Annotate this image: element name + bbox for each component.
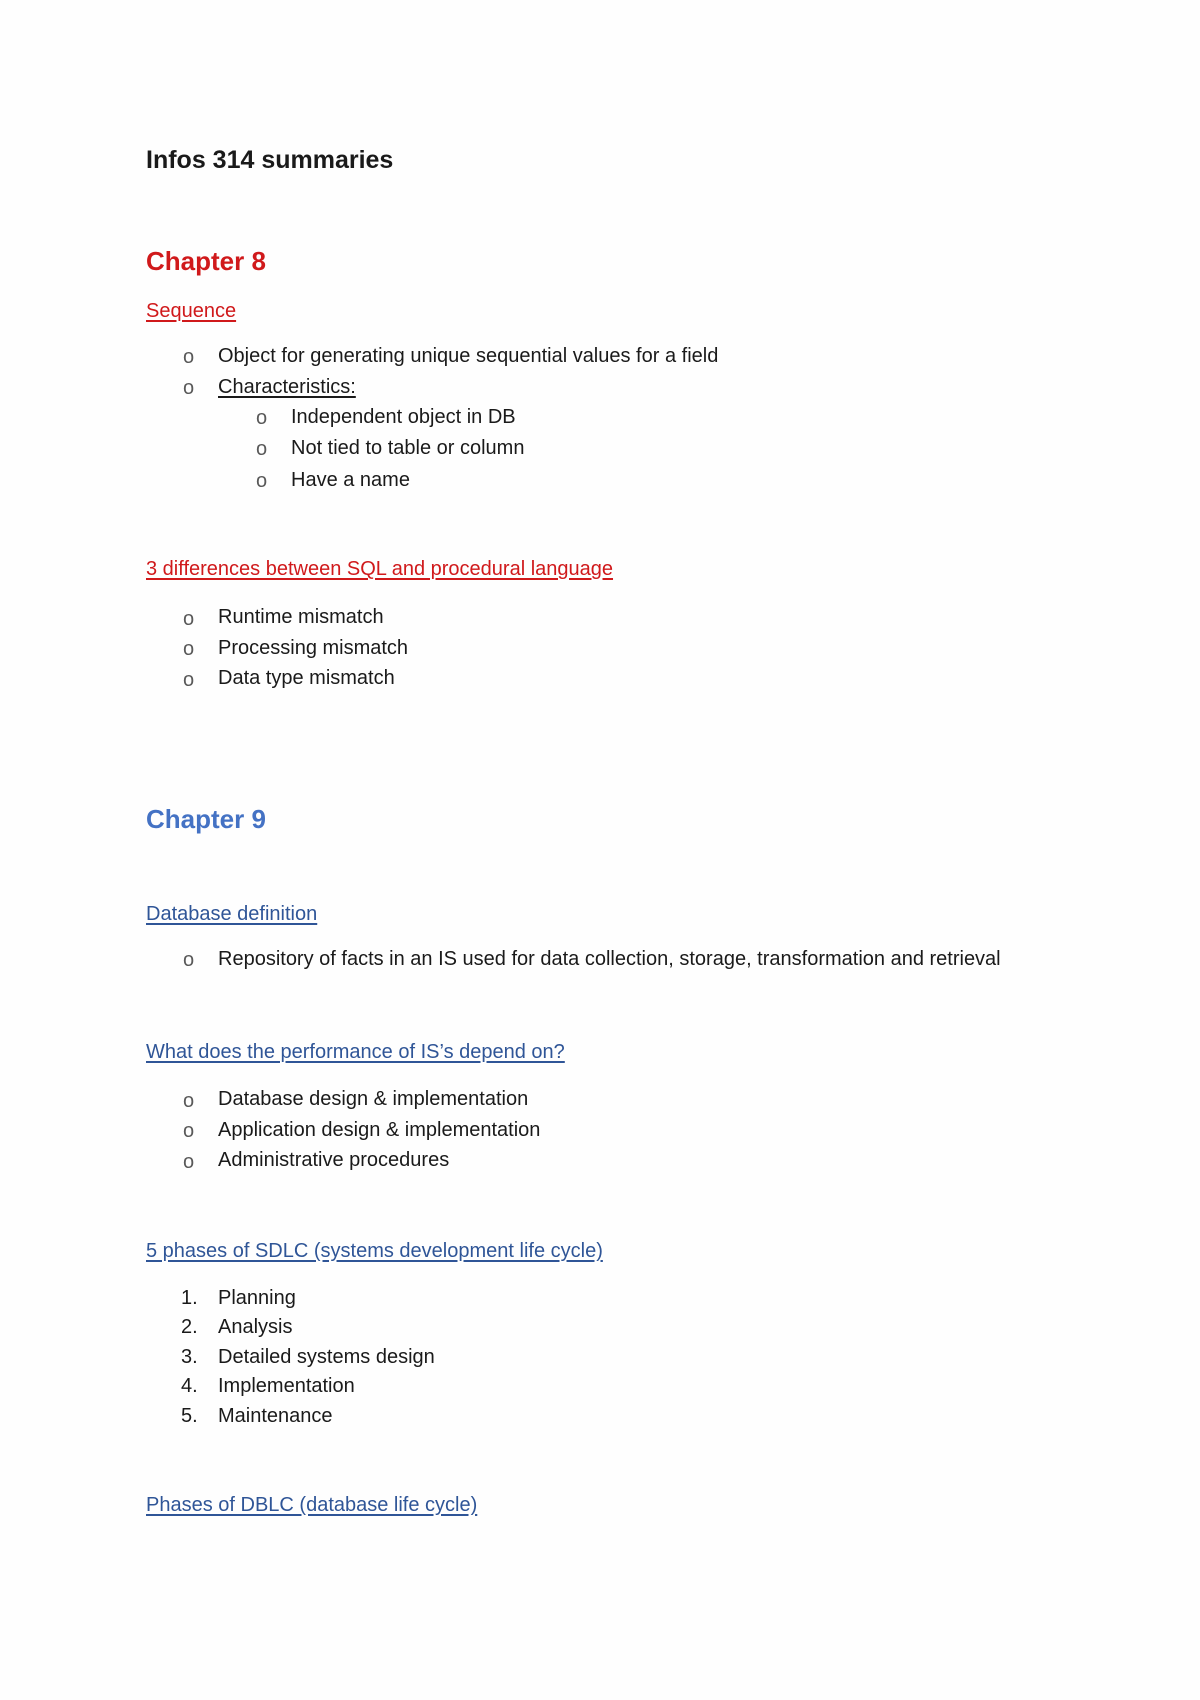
list-item: Database design & implementation (218, 1088, 529, 1110)
list-item: Data type mismatch (218, 667, 395, 689)
list-number: 1. (181, 1287, 198, 1309)
list-item: Repository of facts in an IS used for data collection, storage, transformation and retrieval (218, 948, 1001, 970)
list-item: Analysis (218, 1316, 293, 1338)
dblc-heading: Phases of DBLC (database life cycle) (146, 1494, 478, 1516)
sequence-heading: Sequence (146, 300, 237, 322)
list-sub-item: Independent object in DB (291, 406, 516, 428)
document-title: Infos 314 summaries (146, 146, 394, 174)
bullet-marker: o (183, 346, 195, 368)
bullet-marker: o (183, 1151, 195, 1173)
list-item: Runtime mismatch (218, 606, 384, 628)
performance-heading: What does the performance of IS’s depend on? (146, 1041, 565, 1063)
bullet-marker: o (256, 407, 268, 429)
bullet-marker: o (256, 470, 268, 492)
list-item: Application design & implementation (218, 1119, 541, 1141)
bullet-marker: o (183, 949, 195, 971)
differences-heading: 3 differences between SQL and procedural language (146, 558, 614, 580)
list-item: Characteristics: (218, 376, 356, 398)
bullet-marker: o (183, 377, 195, 399)
list-number: 5. (181, 1405, 198, 1427)
bullet-marker: o (183, 638, 195, 660)
bullet-marker: o (183, 669, 195, 691)
bullet-marker: o (183, 1120, 195, 1142)
list-sub-item: Not tied to table or column (291, 437, 525, 459)
bullet-marker: o (256, 438, 268, 460)
list-number: 3. (181, 1346, 198, 1368)
sdlc-heading: 5 phases of SDLC (systems development life cycle) (146, 1240, 603, 1262)
list-item: Object for generating unique sequential values for a field (218, 345, 719, 367)
database-definition-heading: Database definition (146, 903, 318, 925)
chapter-9-heading: Chapter 9 (146, 804, 266, 834)
bullet-marker: o (183, 1090, 195, 1112)
list-item: Maintenance (218, 1405, 333, 1427)
list-item: Planning (218, 1287, 296, 1309)
list-item: Administrative procedures (218, 1149, 450, 1171)
chapter-8-heading: Chapter 8 (146, 246, 266, 276)
list-item: Detailed systems design (218, 1346, 435, 1368)
bullet-marker: o (183, 608, 195, 630)
list-sub-item: Have a name (291, 469, 410, 491)
list-item: Processing mismatch (218, 637, 409, 659)
list-item: Implementation (218, 1375, 355, 1397)
list-number: 4. (181, 1375, 198, 1397)
list-number: 2. (181, 1316, 198, 1338)
